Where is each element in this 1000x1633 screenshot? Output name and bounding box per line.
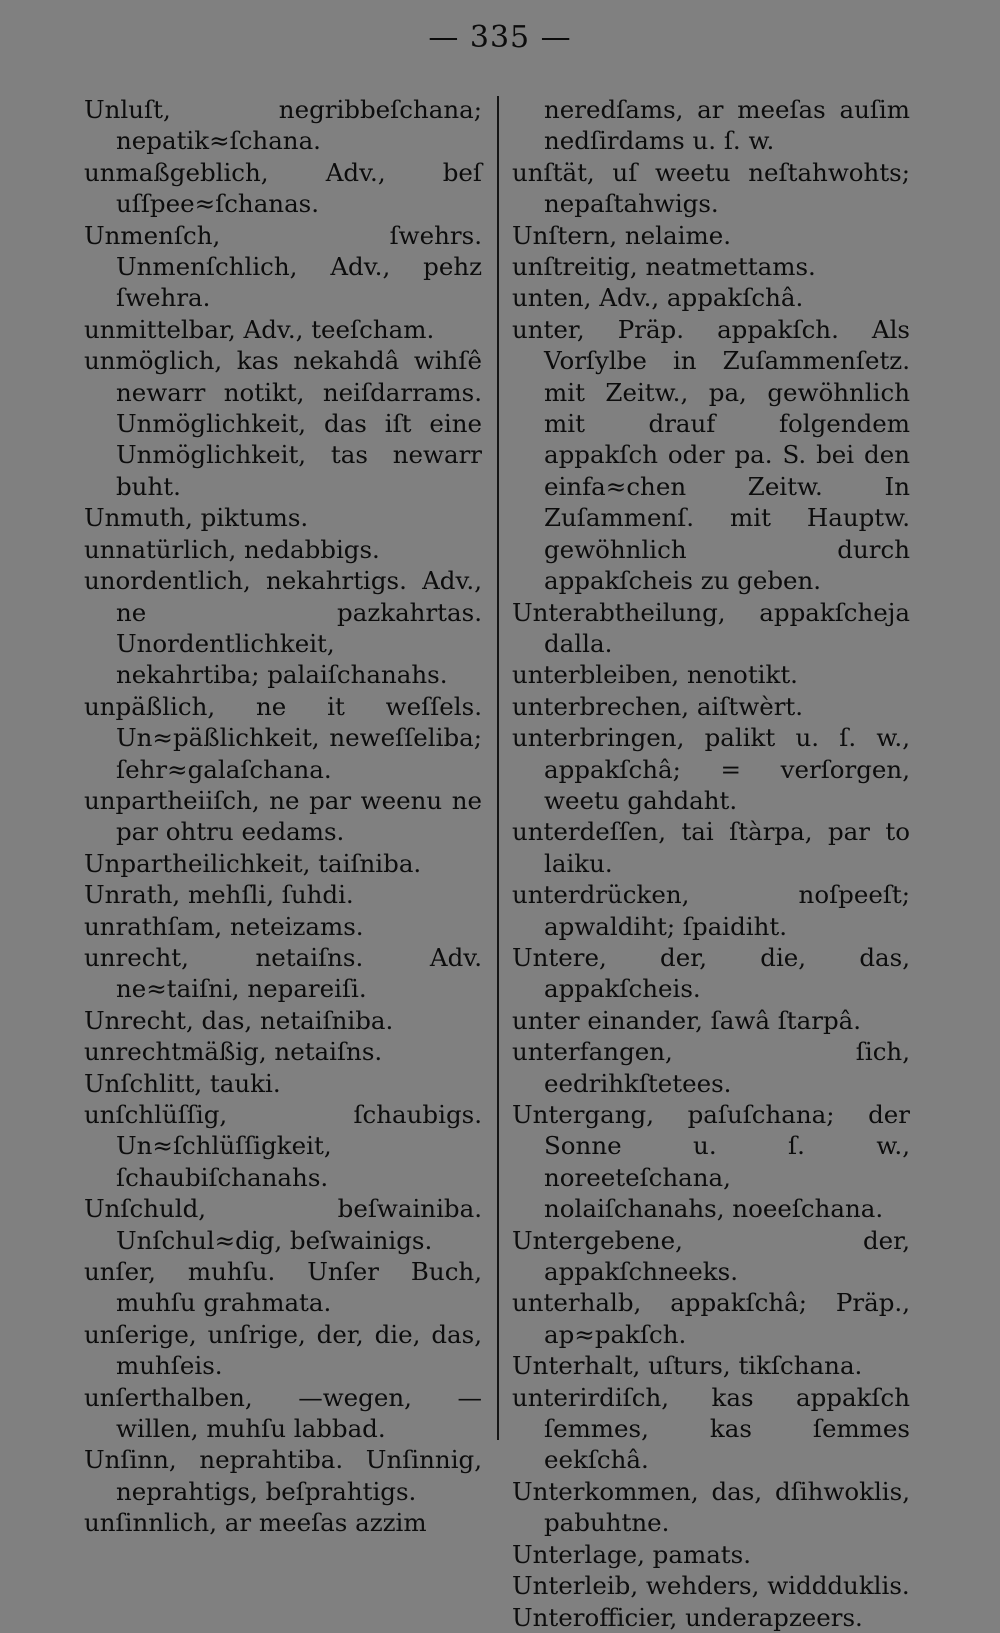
dictionary-entry: unmaßgeblich, Adv., beſ uſſpee≈ſchanas. (84, 157, 482, 219)
left-column (84, 94, 482, 1539)
dictionary-entry: unſtreitig, neatmettams. (512, 252, 816, 282)
dictionary-entry: Unterhalt, uſturs, tikſchana. (512, 1351, 863, 1381)
dictionary-entry: unterirdiſch, kas appakſch ſemmes, kas ſemmes eekſchâ. (512, 1382, 910, 1475)
dictionary-entry: unten, Adv., appakſchâ. (512, 283, 804, 313)
dictionary-entry: unpartheiiſch, ne par weenu ne par ohtru eedams. (84, 785, 482, 847)
dictionary-entry: unterhalb, appakſchâ; Präp., ap≈pakſch. (512, 1288, 910, 1349)
dictionary-entry: Unſchuld, beſwainiba. Unſchul≈dig, beſwainigs. (84, 1194, 482, 1255)
dictionary-entry: Unſchlitt, tauki. (84, 1068, 281, 1098)
dictionary-entry: unterdrücken, noſpeeſt; apwaldiht; ſpaidiht. (512, 880, 910, 941)
dictionary-entry: Untergebene, der, appakſchneeks. (512, 1225, 910, 1287)
dictionary-entry: unrechtmäßig, netaiſns. (84, 1037, 383, 1067)
dictionary-entry: Untergang, paſuſchana; der Sonne u. ſ. w., noreeteſchana, nolaiſchanahs, noeeſchana. (512, 1100, 910, 1224)
dictionary-entry: unpäßlich, ne it weſſels. Un≈päßlichkeit, neweſſeliba; ſehr≈galaſchana. (84, 691, 482, 784)
dictionary-entry: Unterofficier, underapzeers. (512, 1602, 863, 1632)
dictionary-entry: unrecht, netaiſns. Adv. ne≈taiſni, nepareiſi. (84, 942, 482, 1004)
dictionary-entry: unordentlich, nekahrtigs. Adv., ne pazkahrtas. Unordentlichkeit, nekahrtiba; palaiſchanahs. (84, 566, 482, 690)
dictionary-entry: unrathſam, neteizams. (84, 911, 364, 941)
dictionary-entry: Unmenſch, ſwehrs. Unmenſchlich, Adv., pehz ſwehra. (84, 220, 482, 313)
dictionary-entry: Unrecht, das, netaiſniba. (84, 1005, 394, 1035)
dictionary-entry: Unterabtheilung, appakſcheja dalla. (512, 597, 910, 658)
dictionary-entry: Unſtern, nelaime. (512, 220, 731, 250)
dictionary-entry: unmittelbar, Adv., teeſcham. (84, 314, 435, 344)
dictionary-entry: Untere, der, die, das, appakſcheis. (512, 942, 910, 1004)
dictionary-entry: unſer, muhſu. Unſer Buch, muhſu grahmata. (84, 1257, 482, 1318)
dictionary-entry: Unrath, mehſli, ſuhdi. (84, 880, 354, 910)
dictionary-entry: unſinnlich, ar meeſas azzim (84, 1508, 427, 1538)
dictionary-entry: unter einander, ſawâ ſtarpâ. (512, 1005, 862, 1035)
dictionary-entry: unmöglich, kas nekahdâ wihſê newarr notikt, neiſdarrams. Unmöglichkeit, das iſt eine Unmöglichkeit, tas newarr buht. (84, 346, 482, 501)
dictionary-entry: Unterkommen, das, dſihwoklis, pabuhtne. (512, 1476, 910, 1538)
dictionary-entry: unterdeſſen, tai ſtàrpa, par to laiku. (512, 817, 910, 878)
dictionary-entry: unterbrechen, aiſtwèrt. (512, 691, 804, 721)
page-number: — 335 — (428, 20, 572, 55)
dictionary-entry: unterbringen, palikt u. ſ. w., appakſchâ; = verſorgen, weetu gahdaht. (512, 723, 910, 815)
right-column (512, 94, 910, 1633)
dictionary-entry: unterbleiben, nenotikt. (512, 660, 798, 690)
dictionary-entry: Unmuth, piktums. (84, 503, 309, 533)
dictionary-entry: Unſinn, neprahtiba. Unſinnig, neprahtigs, beſprahtigs. (84, 1445, 482, 1506)
dictionary-entry: Unluſt, negribbeſchana; nepatik≈ſchana. (84, 95, 482, 156)
dictionary-entry: Unterleib, wehders, widdduklis. (512, 1571, 910, 1601)
dictionary-entry: Unpartheilichkeit, taiſniba. (84, 848, 422, 878)
dictionary-entry: unter, Präp. appakſch. Als Vorſylbe in Zuſammenſetz. mit Zeitw., pa, gewöhnlich mit drauf folgendem appakſch oder pa. S. bei den einfa≈chen Zeitw. In Zuſammenſ. mit Hauptw. gewöhnlich durch appakſcheis zu geben. (512, 314, 910, 596)
dictionary-entry: unſerige, unſrige, der, die, das, muhſeis. (84, 1319, 482, 1381)
dictionary-entry: unnatürlich, nedabbigs. (84, 534, 380, 564)
dictionary-entry: Unterlage, pamats. (512, 1539, 752, 1569)
column-divider (497, 96, 499, 1440)
dictionary-entry: unſerthalben, —wegen, —willen, muhſu labbad. (84, 1382, 482, 1444)
dictionary-entry: unſchlüſſig, ſchaubigs. Un≈ſchlüſſigkeit, ſchaubiſchanahs. (84, 1100, 482, 1192)
entry-continuation: neredſams, ar meeſas auſim nedſirdams u. ſ. w. (544, 95, 910, 156)
dictionary-entry: unterfangen, ſich, eedrihkſtetees. (512, 1037, 910, 1098)
dictionary-entry: unſtät, uſ weetu neſtahwohts; nepaſtahwigs. (512, 157, 910, 219)
